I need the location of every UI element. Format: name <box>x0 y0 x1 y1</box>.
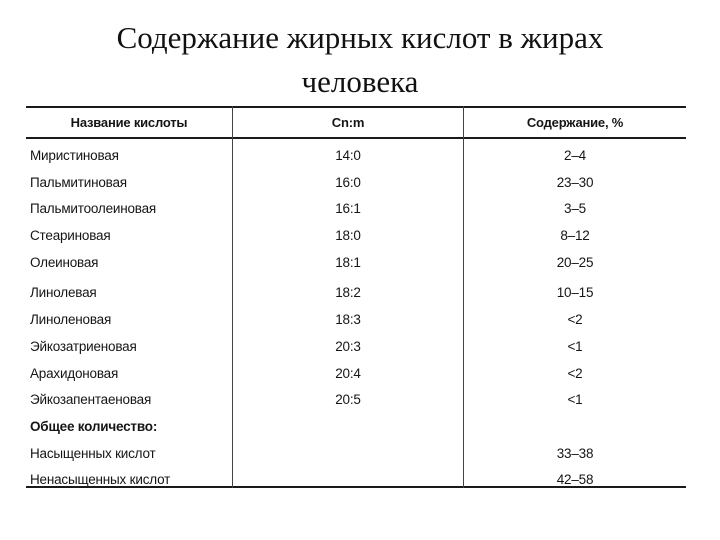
table-row <box>26 223 686 250</box>
formula-cell: 16:0 <box>335 174 361 190</box>
header-content: Содержание, % <box>526 115 624 130</box>
content-cell: <2 <box>567 312 583 328</box>
table-row <box>26 170 686 197</box>
table-row <box>26 307 686 334</box>
content-cell: 23–30 <box>556 174 594 190</box>
table-header-rule <box>26 137 686 139</box>
header-acid-name: Название кислоты <box>70 115 188 130</box>
table-row <box>26 441 686 468</box>
table-row <box>26 467 686 494</box>
formula-cell: 16:1 <box>335 201 361 217</box>
content-cell: 2–4 <box>564 148 586 163</box>
formula-cell: 18:3 <box>335 312 361 328</box>
summary-name-cell: Ненасыщенных кислот <box>30 472 171 488</box>
content-cell: <2 <box>567 365 583 381</box>
formula-cell: 14:0 <box>335 148 361 163</box>
acid-name-cell: Пальмитоолеиновая <box>30 201 157 217</box>
formula-cell: 20:5 <box>335 392 361 408</box>
acid-name-cell: Арахидоновая <box>30 365 119 381</box>
content-cell: 33–38 <box>556 445 594 461</box>
formula-cell: 18:1 <box>335 254 361 270</box>
summary-label-row <box>26 414 686 441</box>
table-row <box>26 196 686 223</box>
acid-name-cell: Линолевая <box>30 285 97 301</box>
acid-name-cell: Стеариновая <box>30 228 111 244</box>
formula-cell: 20:4 <box>335 365 361 381</box>
acid-name-cell: Миристиновая <box>30 148 119 163</box>
title-line-2: человека <box>301 64 419 99</box>
formula-cell: 18:0 <box>335 228 361 244</box>
header-formula: Cn:m <box>331 115 365 130</box>
acid-name-cell: Олеиновая <box>30 254 99 270</box>
table-header <box>26 108 686 137</box>
summary-label: Общее количество: <box>30 418 158 434</box>
fatty-acids-table <box>26 106 686 488</box>
content-cell: 20–25 <box>556 254 594 270</box>
title-line-1: Содержание жирных кислот в жирах <box>116 20 604 55</box>
table-row <box>26 143 686 170</box>
formula-cell: 18:2 <box>335 285 361 301</box>
content-cell: 8–12 <box>560 228 590 244</box>
table-row <box>26 250 686 277</box>
acid-name-cell: Линоленовая <box>30 312 112 328</box>
summary-name-cell: Насыщенных кислот <box>30 445 156 461</box>
content-cell: <1 <box>567 338 583 354</box>
formula-cell: 20:3 <box>335 338 361 354</box>
content-cell: 3–5 <box>564 201 586 217</box>
table-row <box>26 387 686 414</box>
acid-name-cell: Пальмитиновая <box>30 174 127 190</box>
acid-name-cell: Эйкозапентаеновая <box>30 392 152 408</box>
content-cell: 42–58 <box>556 472 594 488</box>
table-body <box>26 143 686 494</box>
slide-title <box>0 16 720 104</box>
content-cell: 10–15 <box>556 285 594 301</box>
table-row <box>26 361 686 388</box>
acid-name-cell: Эйкозатриеновая <box>30 338 137 354</box>
table-row <box>26 334 686 361</box>
content-cell: <1 <box>567 392 583 408</box>
table-row <box>26 280 686 307</box>
